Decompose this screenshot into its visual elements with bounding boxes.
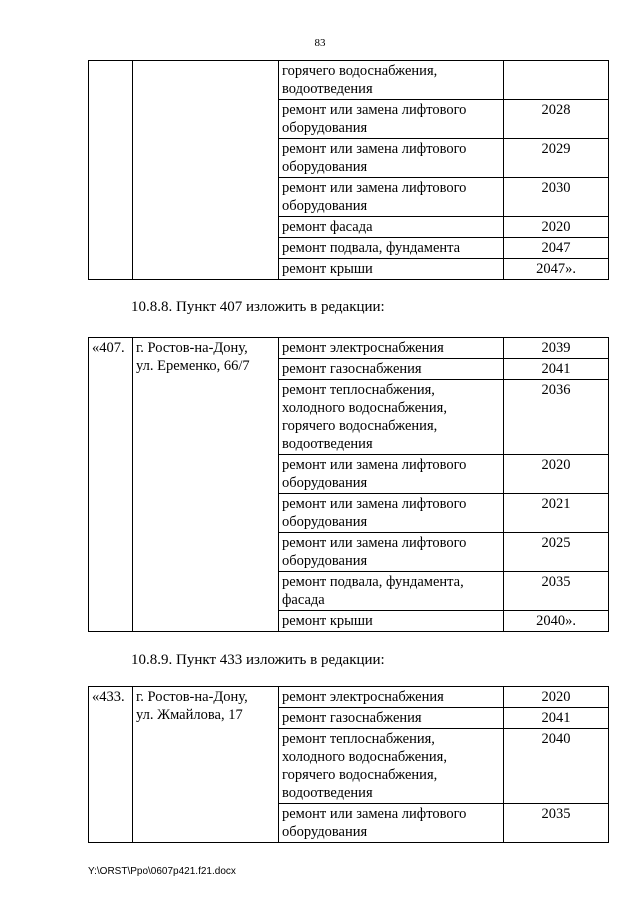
work-type-cell: горячего водоснабжения, водоотведения [279,61,504,100]
work-type-cell: ремонт или замена лифтового оборудования [279,100,504,139]
work-type-cell: ремонт подвала, фундамента, фасада [279,572,504,611]
address-cell [133,61,279,280]
work-type-cell: ремонт или замена лифтового оборудования [279,494,504,533]
work-type-cell: ремонт или замена лифтового оборудования [279,533,504,572]
works-table-continued [88,60,609,280]
item-number-cell: «433. [89,687,133,843]
year-cell [504,61,609,100]
year-cell: 2041 [504,708,609,729]
work-type-cell: ремонт подвала, фундамента [279,238,504,259]
work-type-cell: ремонт или замена лифтового оборудования [279,178,504,217]
year-cell: 2028 [504,100,609,139]
year-cell: 2040». [504,611,609,632]
item-number-cell: «407. [89,338,133,632]
work-type-cell: ремонт крыши [279,259,504,280]
year-cell: 2036 [504,380,609,455]
work-type-cell: ремонт теплоснабжения, холодного водоснабжения, горячего водоснабжения, водоотведения [279,380,504,455]
year-cell: 2020 [504,455,609,494]
year-cell: 2020 [504,217,609,238]
year-cell: 2030 [504,178,609,217]
page-number: 83 [314,37,326,49]
works-table-407 [88,337,609,632]
table-row [89,687,609,708]
year-cell: 2040 [504,729,609,804]
work-type-cell: ремонт газоснабжения [279,708,504,729]
works-table-433 [88,686,609,843]
year-cell: 2020 [504,687,609,708]
year-cell: 2041 [504,359,609,380]
work-type-cell: ремонт или замена лифтового оборудования [279,804,504,843]
year-cell: 2035 [504,804,609,843]
paragraph-10-8-8: 10.8.8. Пункт 407 изложить в редакции: [131,299,385,315]
file-path-footer: Y:\ORST\Ppo\0607p421.f21.docx [88,866,236,877]
year-cell: 2039 [504,338,609,359]
paragraph-10-8-9: 10.8.9. Пункт 433 изложить в редакции: [131,652,385,668]
address-cell: г. Ростов-на-Дону, ул. Еременко, 66/7 [133,338,279,632]
item-number-cell [89,61,133,280]
address-cell: г. Ростов-на-Дону, ул. Жмайлова, 17 [133,687,279,843]
work-type-cell: ремонт крыши [279,611,504,632]
table-row [89,338,609,359]
year-cell: 2047 [504,238,609,259]
work-type-cell: ремонт или замена лифтового оборудования [279,455,504,494]
year-cell: 2029 [504,139,609,178]
work-type-cell: ремонт электроснабжения [279,338,504,359]
table-row [89,61,609,100]
work-type-cell: ремонт электроснабжения [279,687,504,708]
year-cell: 2025 [504,533,609,572]
work-type-cell: ремонт теплоснабжения, холодного водоснабжения, горячего водоснабжения, водоотведения [279,729,504,804]
year-cell: 2035 [504,572,609,611]
year-cell: 2047». [504,259,609,280]
work-type-cell: ремонт фасада [279,217,504,238]
year-cell: 2021 [504,494,609,533]
work-type-cell: ремонт или замена лифтового оборудования [279,139,504,178]
work-type-cell: ремонт газоснабжения [279,359,504,380]
